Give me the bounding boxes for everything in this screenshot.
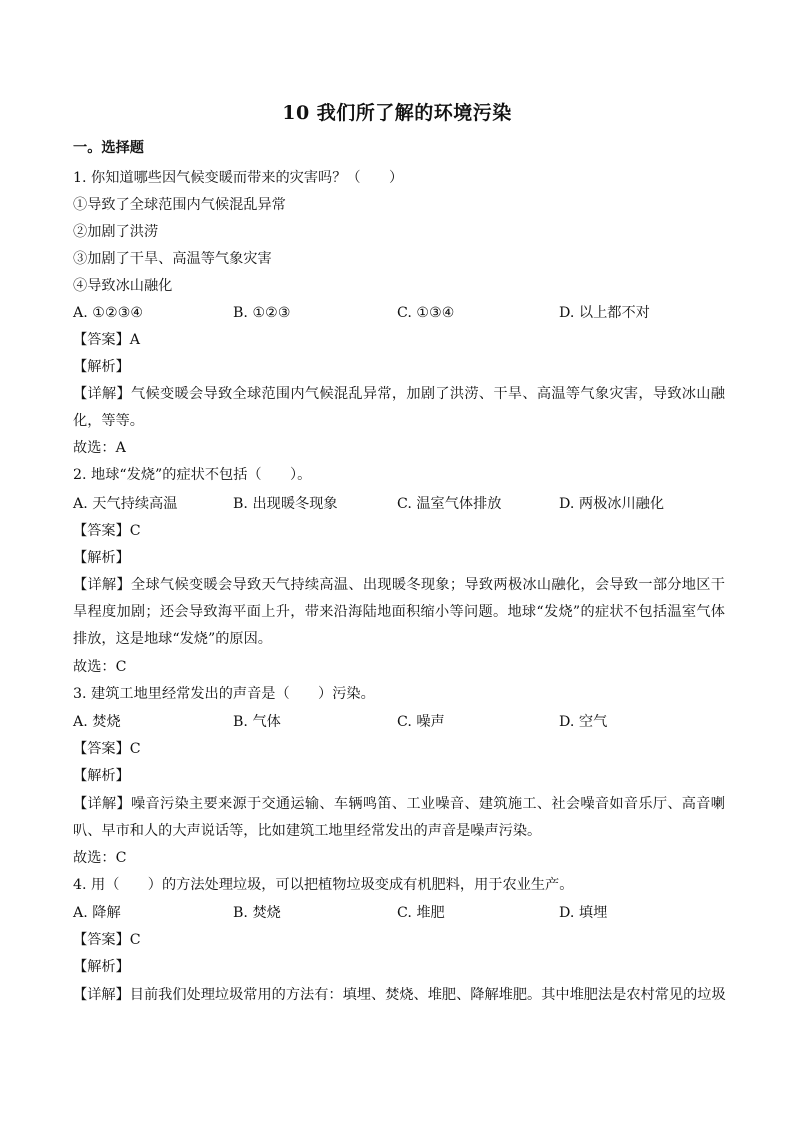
detail-paragraph: 【详解】气候变暖会导致全球范围内气候混乱异常，加剧了洪涝、干旱、高温等气象灾害，导致冰山融化，等等。 [73, 386, 725, 429]
option-d: D. 以上都不对 [559, 305, 650, 321]
option-b: B. 出现暖冬现象 [233, 496, 338, 512]
question-2-stem: 2. 地球“发烧”的症状不包括（ ）。 [73, 467, 312, 483]
analysis-label: 【解析】 [73, 768, 130, 784]
choice-line: 故选：C [73, 659, 127, 675]
option-d: D. 空气 [559, 714, 608, 730]
detail-paragraph: 【详解】全球气候变暖会导致天气持续高温、出现暖冬现象；导致两极冰山融化，会导致一部分地区干旱程度加剧；还会导致海平面上升，带来沿海陆地面积缩小等问题。地球“发烧”的症状不包括温室气体排放，这是地球“发烧”的原因。 [73, 577, 725, 647]
page-title: 10 我们所了解的环境污染 [282, 102, 512, 124]
answer-label: 【答案】C [73, 741, 141, 757]
question-1-item: ④导致冰山融化 [73, 278, 173, 294]
question-1-item: ③加剧了干旱、高温等气象灾害 [73, 251, 272, 267]
option-c: C. 温室气体排放 [397, 496, 502, 512]
choice-line: 故选：C [73, 850, 127, 866]
option-b: B. 气体 [233, 714, 281, 730]
analysis-label: 【解析】 [73, 959, 130, 975]
option-a: A. ①②③④ [73, 305, 144, 321]
option-c: C. ①③④ [397, 305, 455, 321]
question-1-item: ①导致了全球范围内气候混乱异常 [73, 197, 286, 213]
analysis-label: 【解析】 [73, 550, 130, 566]
option-d: D. 两极冰川融化 [559, 496, 665, 512]
question-1-stem: 1. 你知道哪些因气候变暖而带来的灾害吗？（ ） [73, 170, 404, 186]
question-4-stem: 4. 用（ ）的方法处理垃圾，可以把植物垃圾变成有机肥料，用于农业生产。 [73, 877, 574, 893]
question-1-item: ②加剧了洪涝 [73, 224, 159, 240]
option-c: C. 噪声 [397, 714, 445, 730]
option-d: D. 填埋 [559, 905, 608, 921]
option-a: A. 天气持续高温 [73, 496, 178, 512]
detail-paragraph: 【详解】噪音污染主要来源于交通运输、车辆鸣笛、工业噪音、建筑施工、社会噪音如音乐厅、高音喇叭、早市和人的大声说话等，比如建筑工地里经常发出的声音是噪声污染。 [73, 796, 725, 839]
option-a: A. 焚烧 [73, 714, 121, 730]
choice-line: 故选：A [73, 440, 126, 456]
option-c: C. 堆肥 [397, 905, 445, 921]
answer-label: 【答案】C [73, 932, 141, 948]
section-heading: 一。选择题 [73, 140, 144, 156]
question-3-stem: 3. 建筑工地里经常发出的声音是（ ）污染。 [73, 686, 375, 702]
option-b: B. 焚烧 [233, 905, 281, 921]
option-b: B. ①②③ [233, 305, 291, 321]
detail-paragraph: 【详解】目前我们处理垃圾常用的方法有：填埋、焚烧、堆肥、降解堆肥。其中堆肥法是农村常见的垃圾 [73, 987, 726, 1003]
analysis-label: 【解析】 [73, 359, 130, 375]
answer-label: 【答案】A [73, 332, 140, 348]
option-a: A. 降解 [73, 905, 121, 921]
answer-label: 【答案】C [73, 523, 141, 539]
